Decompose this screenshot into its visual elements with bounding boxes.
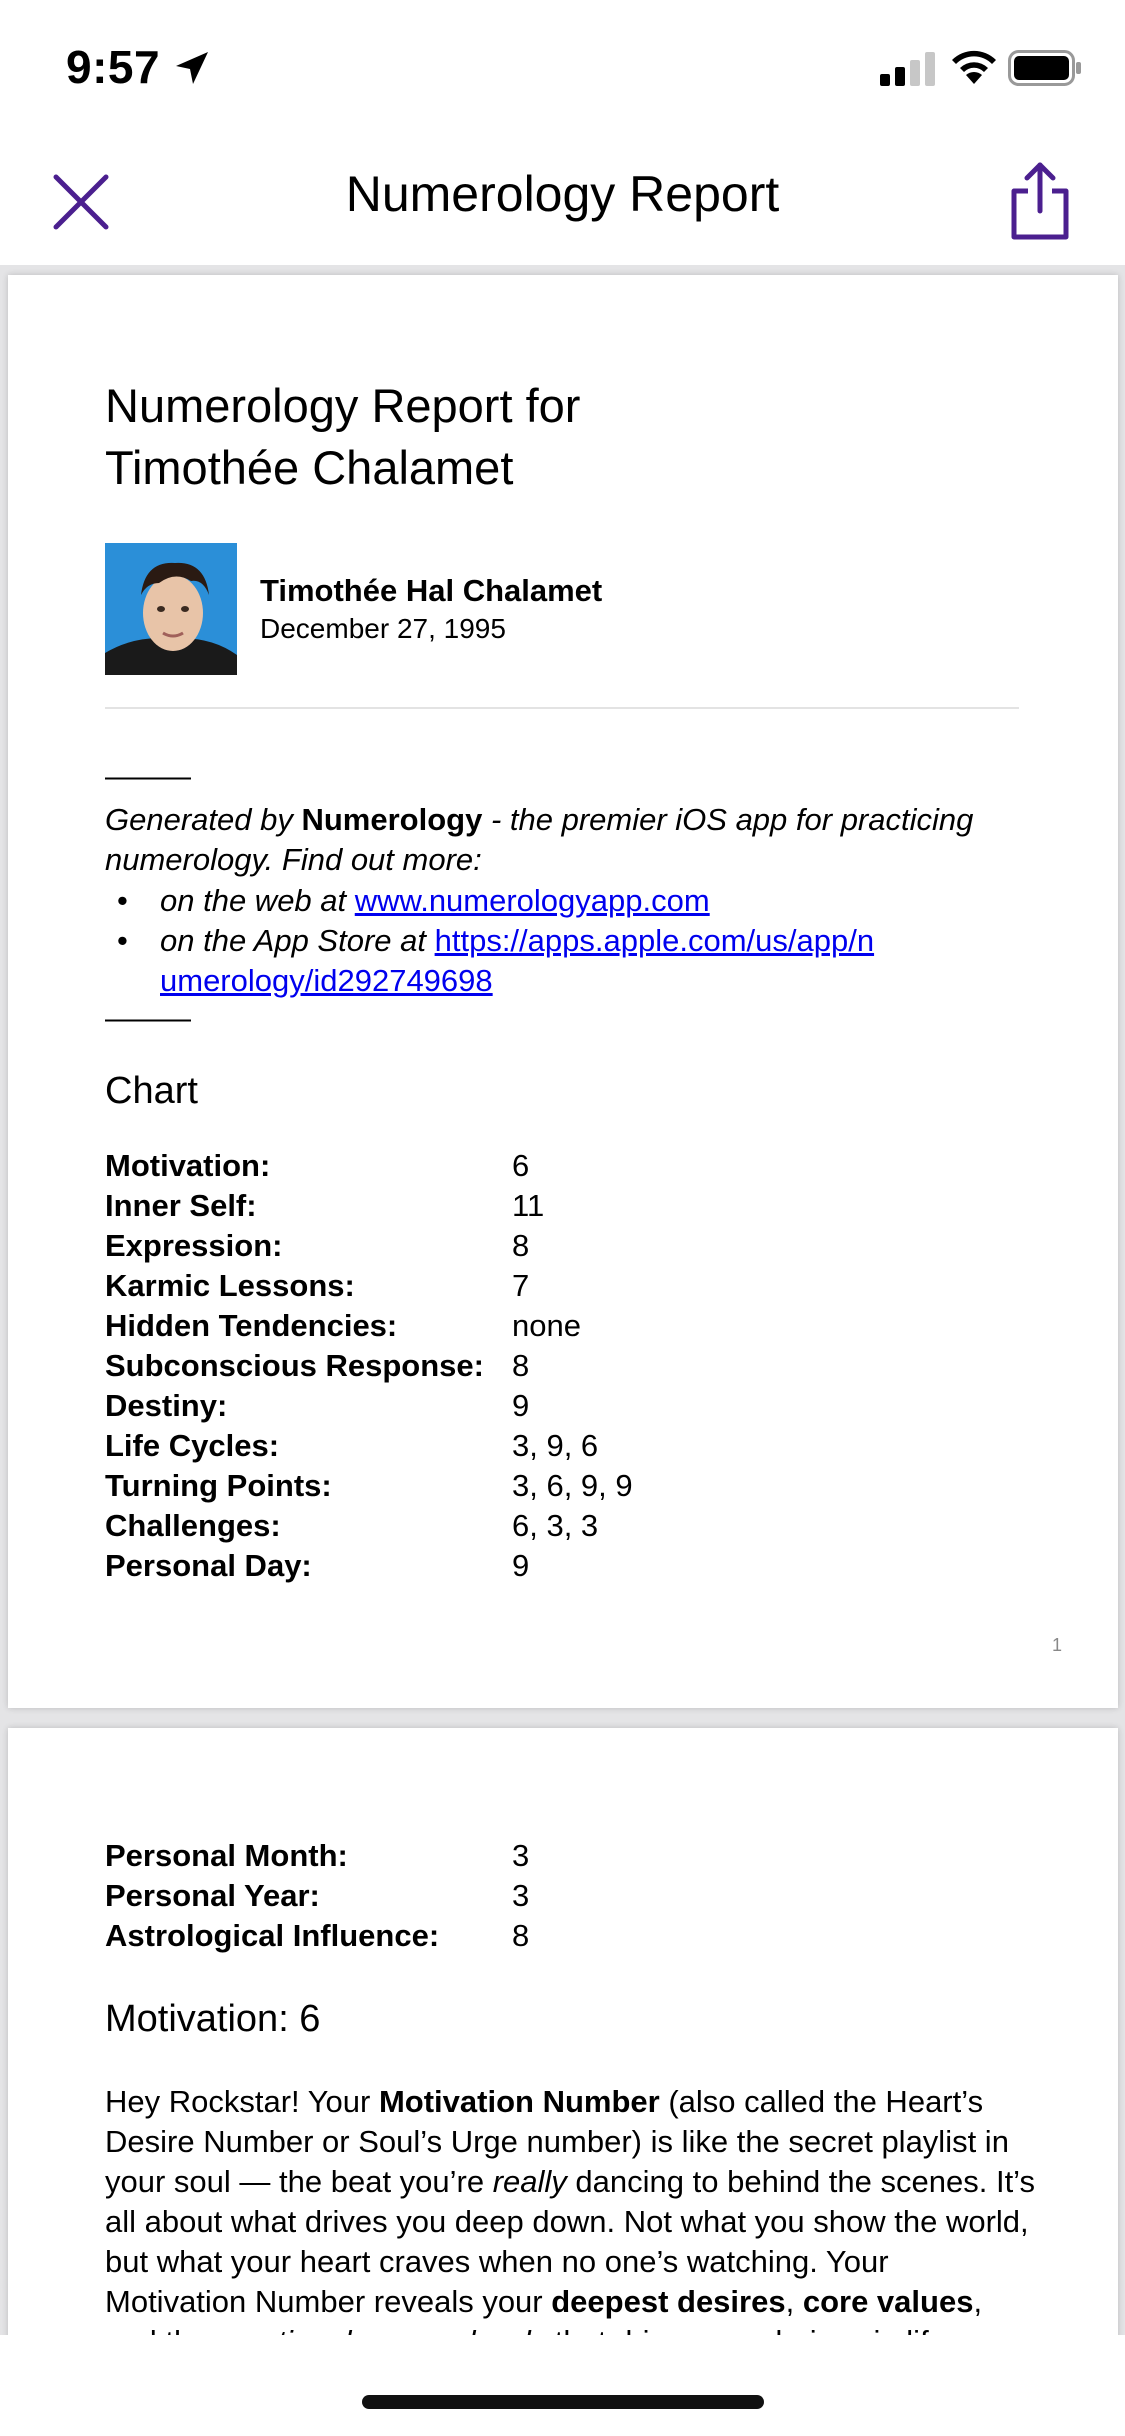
chart-value: 3, 6, 9, 9 bbox=[512, 1468, 633, 1503]
chart-label: Astrological Influence: bbox=[105, 1918, 440, 1953]
chart-value: 9 bbox=[512, 1548, 530, 1583]
report-heading-line1: Numerology Report for bbox=[105, 379, 581, 432]
body-text: dancing to behind the scenes. It’s all about what drives you deep down. Not what you show the world, but what your heart craves when no one’s watching. Your Motivation Number reveals your bbox=[105, 2164, 1036, 2319]
promo-generated: Generated by bbox=[105, 802, 302, 837]
body-bold: core values bbox=[802, 2284, 974, 2319]
chart-row-karmic-lessons bbox=[105, 1268, 1005, 1308]
bullet-web-prefix: on the web at bbox=[160, 883, 355, 918]
document-viewer[interactable] bbox=[0, 265, 1125, 2335]
bullet-store-prefix: on the App Store at bbox=[160, 923, 435, 958]
bullet-app-store bbox=[105, 921, 1025, 1001]
chart-value: 6, 3, 3 bbox=[512, 1508, 599, 1543]
chart-value: 3, 9, 6 bbox=[512, 1428, 599, 1463]
chart-label: Life Cycles: bbox=[105, 1428, 280, 1463]
chart-label: Personal Day: bbox=[105, 1548, 312, 1583]
dash-separator-bottom: ——— bbox=[105, 1002, 189, 1035]
avatar bbox=[105, 543, 237, 675]
nav-title: Numerology Report bbox=[345, 166, 780, 222]
chart-value: 6 bbox=[512, 1148, 530, 1183]
chart-label: Motivation: bbox=[105, 1148, 271, 1183]
chart-row-personal-month bbox=[105, 1838, 1005, 1878]
chart-value: 8 bbox=[512, 1918, 530, 1953]
chart-value: 11 bbox=[512, 1188, 545, 1223]
report-heading-line2: Timothée Chalamet bbox=[105, 441, 514, 494]
chart-value: 9 bbox=[512, 1388, 530, 1423]
chart-row-expression bbox=[105, 1228, 1005, 1268]
promo-rest: - the premier iOS app for practicing numerology. Find out more: bbox=[105, 802, 974, 877]
birth-date: December 27, 1995 bbox=[260, 613, 506, 644]
report-page-2 bbox=[8, 1728, 1118, 2428]
chart-label: Personal Month: bbox=[105, 1838, 348, 1873]
chart-row-hidden-tendencies bbox=[105, 1308, 1005, 1348]
chart-value: none bbox=[512, 1308, 581, 1343]
bullet-dot: • bbox=[117, 923, 128, 958]
body-text: , bbox=[973, 2284, 983, 2319]
person-name: Timothée Hal Chalamet bbox=[260, 573, 603, 608]
chart-row-personal-day bbox=[105, 1548, 1005, 1588]
home-indicator-area bbox=[0, 2335, 1125, 2436]
promo-text bbox=[105, 800, 1025, 880]
chart-row-personal-year bbox=[105, 1878, 1005, 1918]
body-bold: Motivation Number bbox=[378, 2084, 660, 2119]
divider bbox=[105, 707, 1019, 709]
chart-row-motivation bbox=[105, 1148, 1005, 1188]
motivation-title: Motivation: 6 bbox=[105, 1998, 321, 2040]
report-heading bbox=[105, 375, 905, 499]
chart-value: 8 bbox=[512, 1348, 530, 1383]
chart-label: Inner Self: bbox=[105, 1188, 257, 1223]
cellular-signal-icon bbox=[880, 52, 936, 86]
chart-row-subconscious-response bbox=[105, 1348, 1005, 1388]
chart-label: Challenges: bbox=[105, 1508, 281, 1543]
status-bar bbox=[0, 0, 1125, 135]
chart-label: Subconscious Response: bbox=[105, 1348, 484, 1383]
chart-value: 8 bbox=[512, 1228, 530, 1263]
home-indicator[interactable] bbox=[362, 2395, 764, 2409]
chart-value: 3 bbox=[512, 1838, 530, 1873]
chart-label: Hidden Tendencies: bbox=[105, 1308, 398, 1343]
chart-row-challenges bbox=[105, 1508, 1005, 1548]
body-text: (also called the Heart’s Desire Number or Soul’s Urge number) is like the secret playlist in your soul — the beat you’re bbox=[105, 2084, 1009, 2199]
share-icon[interactable] bbox=[1002, 159, 1078, 243]
battery-icon bbox=[1008, 50, 1082, 86]
chart-label: Karmic Lessons: bbox=[105, 1268, 355, 1303]
wifi-icon bbox=[950, 48, 998, 86]
location-arrow-icon bbox=[172, 48, 212, 88]
bullet-web bbox=[105, 881, 1025, 921]
chart-label: Expression: bbox=[105, 1228, 283, 1263]
body-text: , bbox=[785, 2284, 803, 2319]
chart-title: Chart bbox=[105, 1070, 198, 1112]
body-bold: deepest desires bbox=[551, 2284, 786, 2319]
report-page-1 bbox=[8, 275, 1118, 1708]
chart-label: Personal Year: bbox=[105, 1878, 320, 1913]
chart-label: Turning Points: bbox=[105, 1468, 332, 1503]
chart-row-astrological-influence bbox=[105, 1918, 1005, 1958]
chart-value: 3 bbox=[512, 1878, 530, 1913]
navigation-bar bbox=[0, 135, 1125, 265]
motivation-body bbox=[105, 2082, 1035, 2362]
promo-app-name: Numerology bbox=[301, 802, 483, 837]
page-number: 1 bbox=[1051, 1635, 1062, 1655]
chart-label: Destiny: bbox=[105, 1388, 228, 1423]
body-text: Hey Rockstar! Your bbox=[105, 2084, 379, 2119]
portrait-image bbox=[105, 543, 237, 675]
dash-separator-top: ——— bbox=[105, 760, 189, 793]
status-time: 9:57 bbox=[66, 41, 161, 93]
chart-row-destiny bbox=[105, 1388, 1005, 1428]
body-italic: really bbox=[492, 2164, 567, 2199]
app-store-link[interactable]: https://apps.apple.com/us/app/numerology/id292749698 bbox=[160, 923, 875, 998]
chart-row-life-cycles bbox=[105, 1428, 1005, 1468]
bullet-dot: • bbox=[117, 883, 128, 918]
chart-row-inner-self bbox=[105, 1188, 1005, 1228]
chart-value: 7 bbox=[512, 1268, 530, 1303]
chart-row-turning-points bbox=[105, 1468, 1005, 1508]
web-link[interactable]: www.numerologyapp.com bbox=[354, 883, 710, 918]
